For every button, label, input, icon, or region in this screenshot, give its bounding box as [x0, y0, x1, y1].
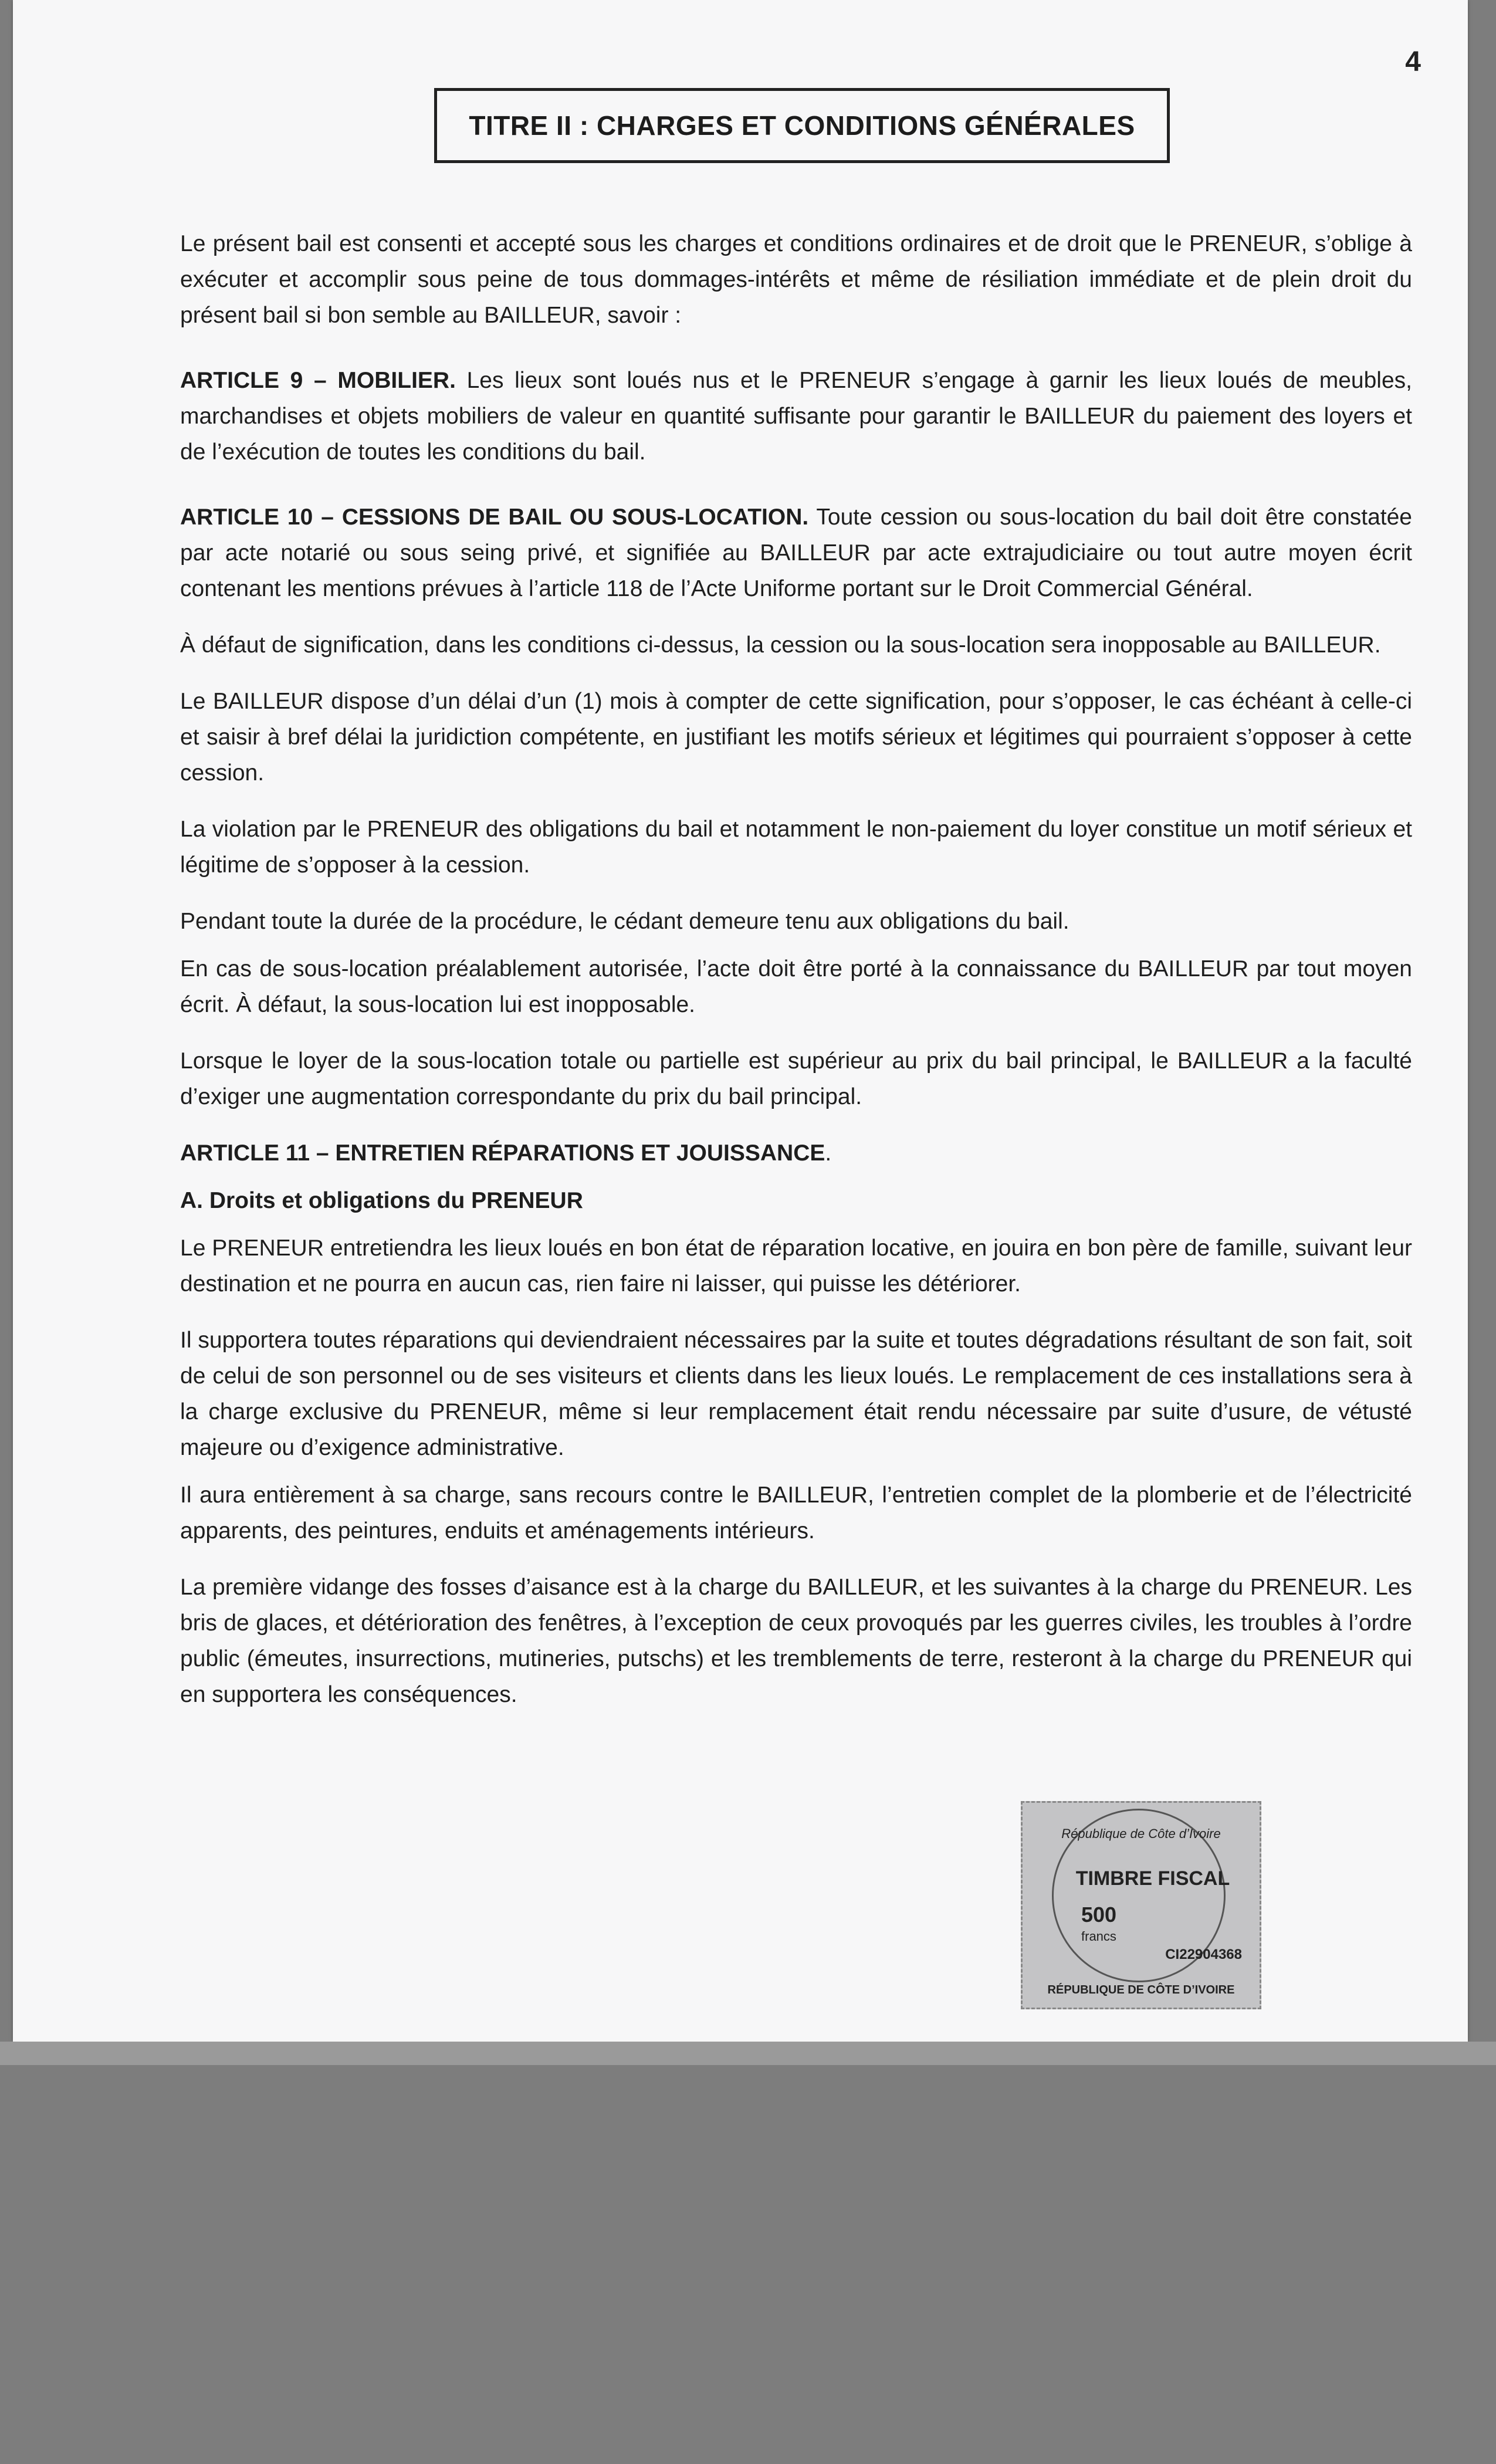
- article-11-paragraph: Il supportera toutes réparations qui deviendraient nécessaires par la suite et toutes dégradations résultant de son fait, soit de celui de son personnel ou de ses visiteurs et clients dans les lieux loués. Le remplacement de ces installations sera à la charge exclusive du PRENEUR, même si leur remplacement était rendu nécessaire par suite d’usure, de vétusté majeure ou d’exigence administrative.: [180, 1328, 1412, 1460]
- page-number: 4: [1405, 46, 1421, 77]
- page-title: TITRE II : CHARGES ET CONDITIONS GÉNÉRALES: [469, 110, 1135, 141]
- article-9-text: Les lieux sont loués nus et le PRENEUR s’engage à garnir les lieux loués de meubles, marchandises et objets mobiliers de valeur en quantité suffisante pour garantir le BAILLEUR du paiement des loyers et de l’exécution de toutes les conditions du bail.: [180, 368, 1412, 465]
- article-11-paragraph: Le PRENEUR entretiendra les lieux loués en bon état de réparation locative, en jouira en bon père de famille, suivant leur destination et ne pourra en aucun cas, rien faire ni laisser, qui puisse les détériorer.: [180, 1236, 1412, 1297]
- article-10-paragraph: La violation par le PRENEUR des obligations du bail et notamment le non-paiement du loyer constitue un motif sérieux et légitime de s’opposer à la cession.: [180, 817, 1412, 878]
- article-10-text: Toute cession ou sous-location du bail doit être constatée par acte notarié ou sous seing privé, et signifiée au BAILLEUR par acte extrajudiciaire ou tout autre moyen écrit contenant les mentions prévues à l’article 118 de l’Acte Uniforme portant sur le Droit Commercial Général.: [180, 505, 1412, 601]
- scan-edge: [0, 2042, 1496, 2065]
- article-10-heading: ARTICLE 10 – CESSIONS DE BAIL OU SOUS-LOCATION.: [180, 505, 809, 530]
- article-10-paragraph: Le BAILLEUR dispose d’un délai d’un (1) mois à compter de cette signification, pour s’opposer, le cas échéant à celle-ci et saisir à bref délai la juridiction compétente, en justifiant les motifs sérieux et légitimes qui pourraient s’opposer à cette cession.: [180, 689, 1412, 786]
- article-11-paragraph: La première vidange des fosses d’aisance est à la charge du BAILLEUR, et les suivantes à la charge du PRENEUR. Les bris de glaces, et détérioration des fenêtres, à l’exception de ceux provoqués par les guerres civiles, les troubles à l’ordre public (émeutes, insurrections, mutineries, putschs) et les tremblements de terre, resteront à la charge du PRENEUR qui en supportera les conséquences.: [180, 1575, 1412, 1707]
- stamp-top-text: République de Côte d’Ivoire: [1061, 1826, 1221, 1841]
- fiscal-stamp: [1021, 1801, 1261, 2009]
- article-9-heading: ARTICLE 9 – MOBILIER.: [180, 368, 456, 393]
- article-10-paragraph: Lorsque le loyer de la sous-location totale ou partielle est supérieur au prix du bail principal, le BAILLEUR a la faculté d’exiger une augmentation correspondante du prix du bail principal.: [180, 1048, 1412, 1109]
- stamp-value: 500: [1081, 1903, 1117, 1927]
- stamp-label: TIMBRE FISCAL: [1075, 1867, 1230, 1890]
- stamp-bottom-text: RÉPUBLIQUE DE CÔTE D’IVOIRE: [1047, 1984, 1235, 1996]
- article-11-paragraph: Il aura entièrement à sa charge, sans recours contre le BAILLEUR, l’entretien complet de la plomberie et de l’électricité apparents, des peintures, enduits et aménagements intérieurs.: [180, 1483, 1412, 1544]
- article-11-heading-suffix: .: [825, 1140, 832, 1166]
- article-9: [180, 363, 1412, 470]
- stamp-currency: francs: [1081, 1929, 1116, 1944]
- article-10-paragraph: À défaut de signification, dans les conditions ci-dessus, la cession ou la sous-location sera inopposable au BAILLEUR.: [180, 632, 1381, 658]
- document-body: [180, 226, 1412, 1724]
- article-11-heading: ARTICLE 11 – ENTRETIEN RÉPARATIONS ET JOUISSANCE: [180, 1140, 825, 1166]
- document-page: [13, 0, 1468, 2042]
- intro-paragraph: Le présent bail est consenti et accepté sous les charges et conditions ordinaires et de droit que le PRENEUR, s’oblige à exécuter et accomplir sous peine de tous dommages-intérêts et même de résiliation immédiate et de plein droit du présent bail si bon semble au BAILLEUR, savoir :: [180, 231, 1412, 328]
- article-11-heading-line: [180, 1135, 1412, 1171]
- section-a-heading: A. Droits et obligations du PRENEUR: [180, 1188, 583, 1213]
- article-10-paragraph: Pendant toute la durée de la procédure, le cédant demeure tenu aux obligations du bail.: [180, 909, 1069, 934]
- title-box: [434, 88, 1170, 163]
- stamp-code: CI22904368: [1165, 1947, 1242, 1962]
- article-10-paragraph: En cas de sous-location préalablement autorisée, l’acte doit être porté à la connaissance du BAILLEUR par tout moyen écrit. À défaut, la sous-location lui est inopposable.: [180, 956, 1412, 1017]
- article-10: [180, 499, 1412, 607]
